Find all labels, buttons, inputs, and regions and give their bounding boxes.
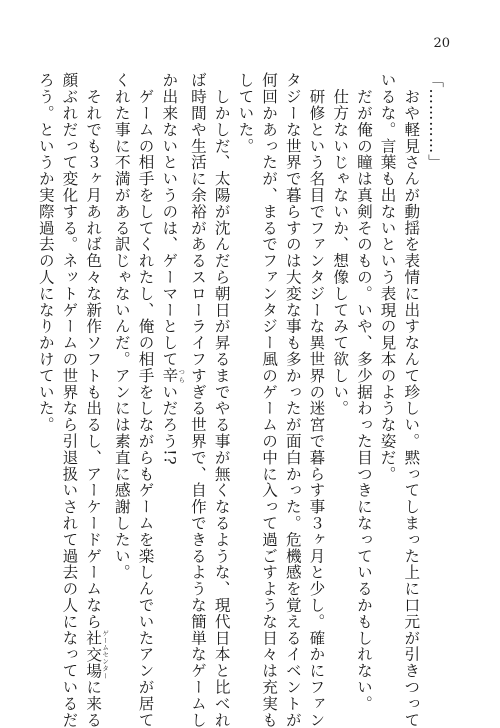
ruby-base: 辛 (160, 367, 179, 384)
text-column: ば時間や生活に余裕があるスローライフすぎる世界で、自作できるような簡単なゲームし (188, 72, 207, 728)
text-column: 「…………」 (426, 72, 444, 171)
text-segment: それでも３ヶ月あれば色々な新作ソフトも出るし、アーケードゲームなら (84, 72, 103, 630)
vertical-text-body (36, 72, 446, 728)
text-column: していた。 (236, 72, 255, 154)
text-column: 研修という名目でファンタジーな異世界の迷宮で暮らす事３ヶ月と少し。確かにファン (307, 72, 326, 728)
text-column: タジーな世界で暮らすのは大変な事も多かったが面白かった。危機感を覚えるイベントが (283, 72, 302, 728)
text-column: おや軽見さんが動揺を表情に出すなんて珍しい。黙ってしまった上に口元が引きつって (402, 72, 421, 728)
text-column: しかしだ、太陽が沈んだら朝日が昇るまでやる事が無くなるような、現代日本と比べれ (212, 72, 231, 728)
ruby-annotation (160, 367, 186, 384)
ruby-reading: つら (177, 367, 186, 384)
text-column-with-ruby (80, 72, 110, 728)
ruby-base: 社交場 (84, 629, 103, 679)
text-column: だが俺の瞳は真剣そのもの。いや、多少据わった目つきになっているかもしれない。 (354, 72, 373, 712)
text-column: ろう。というか実際過去の人になりかけていた。 (36, 72, 55, 433)
text-segment: に来る (84, 678, 103, 728)
ruby-annotation (84, 629, 110, 679)
text-column-with-ruby (157, 72, 186, 662)
text-column: 顔ぶれだって変化する。ネットゲームの世界なら引退扱いされて過去の人になっているだ (60, 72, 79, 728)
ruby-reading: ゲームセンター (101, 629, 110, 679)
text-column: ゲームの相手をしてくれたし、俺の相手をしながらもゲームを楽しんでいたアンが居て (136, 72, 155, 728)
text-column: くれた事に不満がある訳じゃないんだ。アンには素直に感謝したい。 (112, 72, 131, 581)
page-number: 20 (433, 36, 450, 51)
text-column: いるな。言葉も出ないという表現の見本のような姿だ。 (378, 72, 397, 482)
text-column: 仕方ないじゃないか、想像してみて欲しい。 (331, 72, 350, 417)
text-segment: いだろう!? (160, 383, 179, 466)
text-segment: か出来ないというのは、ゲーマーとして (160, 72, 179, 368)
text-column: 何回かあったが、まるでファンタジー風のゲームの中に入って過ごすような日々は充実も (260, 72, 279, 728)
